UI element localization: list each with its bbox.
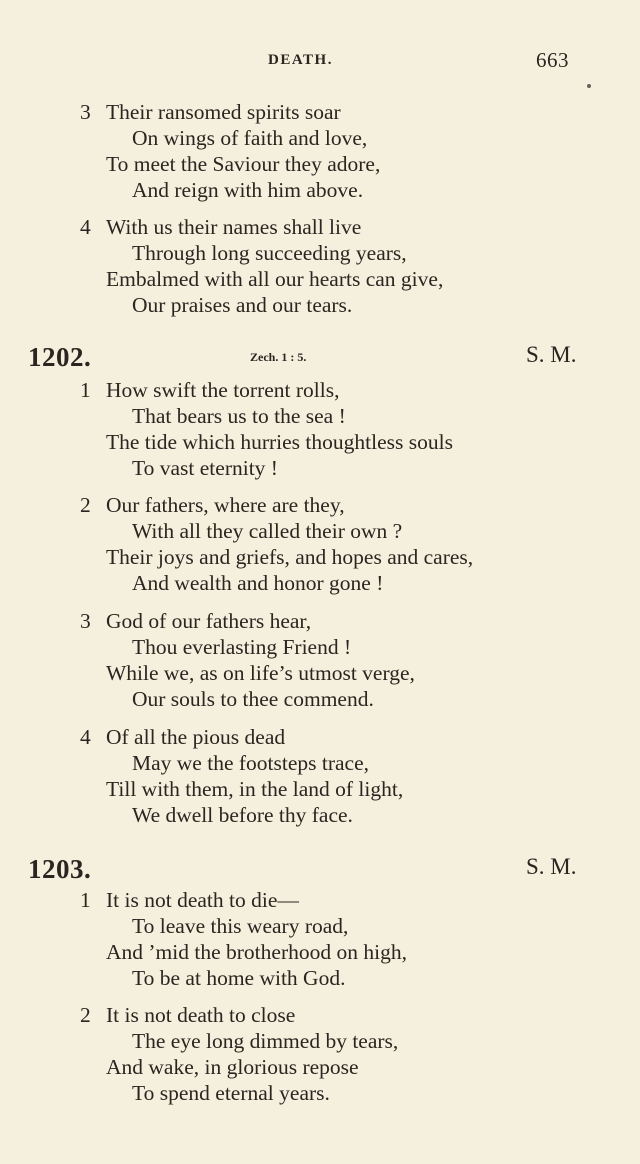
verse-line: To meet the Saviour they adore, bbox=[106, 152, 381, 176]
verse-line: And ’mid the brotherhood on high, bbox=[106, 940, 407, 964]
page-number: 663 bbox=[536, 48, 569, 72]
verse-line: Their ransomed spirits soar bbox=[106, 100, 341, 124]
stanza-number: 2 bbox=[80, 1003, 91, 1027]
verse-line: It is not death to die— bbox=[106, 888, 299, 912]
scripture-reference: Zech. 1 : 5. bbox=[250, 350, 307, 364]
verse-line: On wings of faith and love, bbox=[132, 126, 368, 150]
running-head bbox=[0, 50, 640, 74]
verse-line: And wake, in glorious repose bbox=[106, 1055, 359, 1079]
verse-line: To be at home with God. bbox=[132, 966, 346, 990]
stanza-number: 4 bbox=[80, 725, 91, 749]
verse-line: And wealth and honor gone ! bbox=[132, 571, 384, 595]
verse-line: We dwell before thy face. bbox=[132, 803, 353, 827]
verse-line: How swift the torrent rolls, bbox=[106, 378, 340, 402]
verse-line: God of our fathers hear, bbox=[106, 609, 312, 633]
verse-line: Till with them, in the land of light, bbox=[106, 777, 404, 801]
verse-line: With us their names shall live bbox=[106, 215, 362, 239]
hymn-meter: S. M. bbox=[526, 342, 577, 367]
verse-line: With all they called their own ? bbox=[132, 519, 403, 543]
verse-line: While we, as on life’s utmost verge, bbox=[106, 661, 415, 685]
verse-line: It is not death to close bbox=[106, 1003, 296, 1027]
stanza-number: 1 bbox=[80, 888, 91, 912]
verse-line: Our fathers, where are they, bbox=[106, 493, 345, 517]
stanza-number: 2 bbox=[80, 493, 91, 517]
verse-line: And reign with him above. bbox=[132, 178, 364, 202]
verse-line: Thou everlasting Friend ! bbox=[132, 635, 352, 659]
hymn-heading bbox=[0, 854, 640, 884]
hymn-number: 1202. bbox=[28, 342, 92, 372]
verse-line: To spend eternal years. bbox=[132, 1081, 330, 1105]
ink-speck bbox=[587, 84, 591, 88]
stanza-number: 4 bbox=[80, 215, 91, 239]
section-title: DEATH. bbox=[268, 52, 333, 68]
verse-line: Our souls to thee commend. bbox=[132, 687, 374, 711]
verse-line: Embalmed with all our hearts can give, bbox=[106, 267, 444, 291]
verse-line: The eye long dimmed by tears, bbox=[132, 1029, 399, 1053]
verse-line: May we the footsteps trace, bbox=[132, 751, 370, 775]
verse-line: Through long succeeding years, bbox=[132, 241, 407, 265]
verse-line: Our praises and our tears. bbox=[132, 293, 353, 317]
verse-line: That bears us to the sea ! bbox=[132, 404, 346, 428]
verse-line: To leave this weary road, bbox=[132, 914, 349, 938]
stanza-number: 3 bbox=[80, 609, 91, 633]
hymn-heading bbox=[0, 342, 640, 372]
verse-line: Of all the pious dead bbox=[106, 725, 286, 749]
stanza-number: 1 bbox=[80, 378, 91, 402]
hymn-number: 1203. bbox=[28, 854, 92, 884]
verse-line: The tide which hurries thoughtless souls bbox=[106, 430, 453, 454]
verse-line: Their joys and griefs, and hopes and cares, bbox=[106, 545, 474, 569]
hymn-meter: S. M. bbox=[526, 854, 577, 879]
verse-line: To vast eternity ! bbox=[132, 456, 278, 480]
stanza-number: 3 bbox=[80, 100, 91, 124]
